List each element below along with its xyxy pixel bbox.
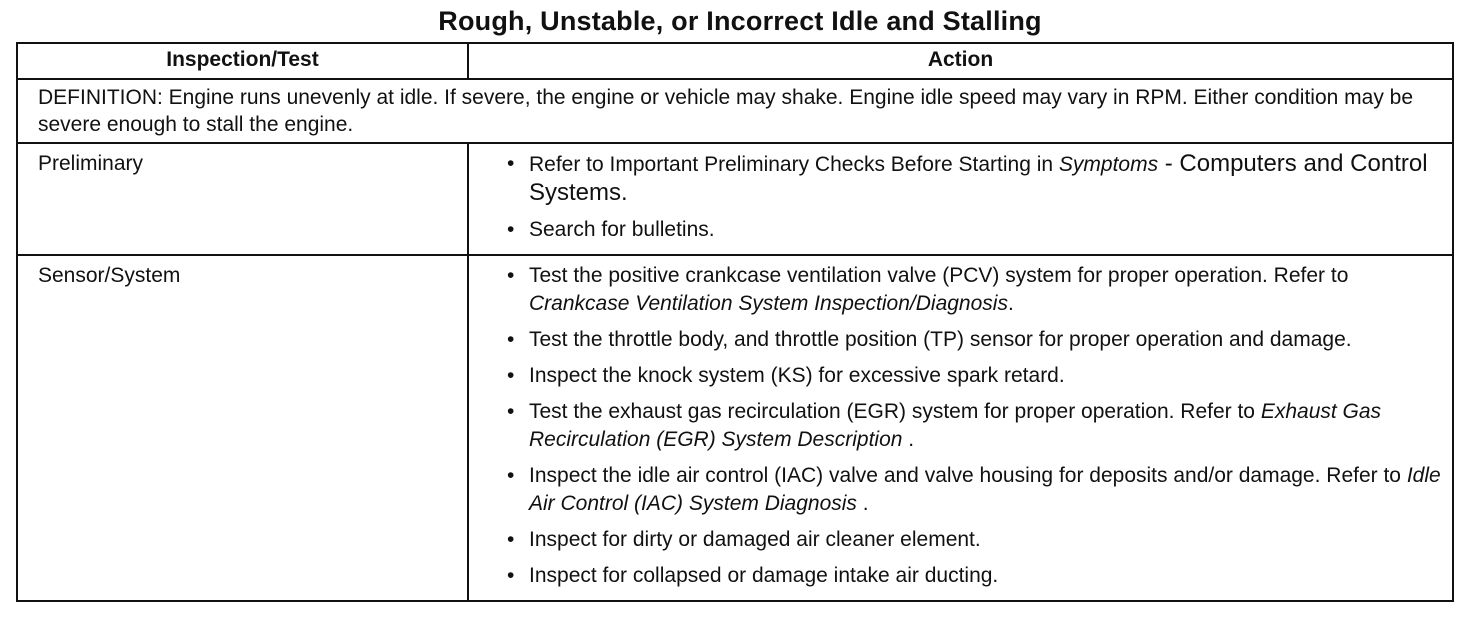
item-text: Inspect for collapsed or damage intake air ducting. [529,564,999,587]
action-cell-preliminary [468,143,1453,255]
diagnosis-table [16,42,1454,602]
item-text: Test the positive crankcase ventilation valve (PCV) system for proper operation. Refer to [529,264,1349,287]
bullet-icon: • [507,464,515,487]
bullet-icon: • [507,152,515,175]
list-item [507,562,1448,590]
table-row-sensor-system [17,255,1453,601]
action-list-preliminary [469,144,1452,254]
bullet-icon: • [507,564,515,587]
item-text: Inspect for dirty or damaged air cleaner element. [529,528,981,551]
item-text: Test the throttle body, and throttle position (TP) sensor for proper operation and damage. [529,328,1352,351]
item-reference: Crankcase Ventilation System Inspection/Diagnosis [529,292,1008,315]
bullet-icon: • [507,400,515,423]
item-reference: Idle Air Control (IAC) System Diagnosis [529,464,1441,515]
row-label-sensor-system: Sensor/System [17,255,468,601]
item-reference: Symptoms [1058,153,1159,176]
list-item [507,262,1448,318]
list-item [507,326,1448,354]
row-label-preliminary: Preliminary [17,143,468,255]
action-cell-sensor-system [468,255,1453,601]
column-header-action: Action [468,43,1453,79]
table-row-preliminary [17,143,1453,255]
table-header-row [17,43,1453,79]
item-text: Test the exhaust gas recirculation (EGR) system for proper operation. Refer to [529,400,1261,423]
bullet-icon: • [507,218,515,241]
item-text: Inspect the knock system (KS) for excessive spark retard. [529,364,1065,387]
list-item [507,150,1448,208]
bullet-icon: • [507,328,515,351]
item-text: Search for bulletins. [529,218,715,241]
item-text-suffix: . [1007,292,1014,315]
definition-row [17,79,1453,143]
item-text-suffix: . [856,492,869,515]
list-item [507,526,1448,554]
list-item [507,398,1448,454]
bullet-icon: • [507,528,515,551]
item-text: Inspect the idle air control (IAC) valve and valve housing for deposits and/or damage. Refer to [529,464,1407,487]
list-item [507,462,1448,518]
bullet-icon: • [507,364,515,387]
list-item [507,216,1448,244]
item-text-suffix: . [902,428,915,451]
definition-text: DEFINITION: Engine runs unevenly at idle. If severe, the engine or vehicle may shake. Engine idle speed may vary in RPM. Either condition may be severe enough to stall the engine. [17,79,1453,143]
column-header-inspection-test: Inspection/Test [17,43,468,79]
bullet-icon: • [507,264,515,287]
item-text-suffix: - Computers and Control Systems. [529,150,1428,206]
page-title: Rough, Unstable, or Incorrect Idle and Stalling [438,6,1042,36]
action-list-sensor-system [469,256,1452,600]
item-text: Refer to Important Preliminary Checks Before Starting in [529,153,1059,176]
list-item [507,362,1448,390]
item-reference: Exhaust Gas Recirculation (EGR) System Description [529,400,1382,451]
